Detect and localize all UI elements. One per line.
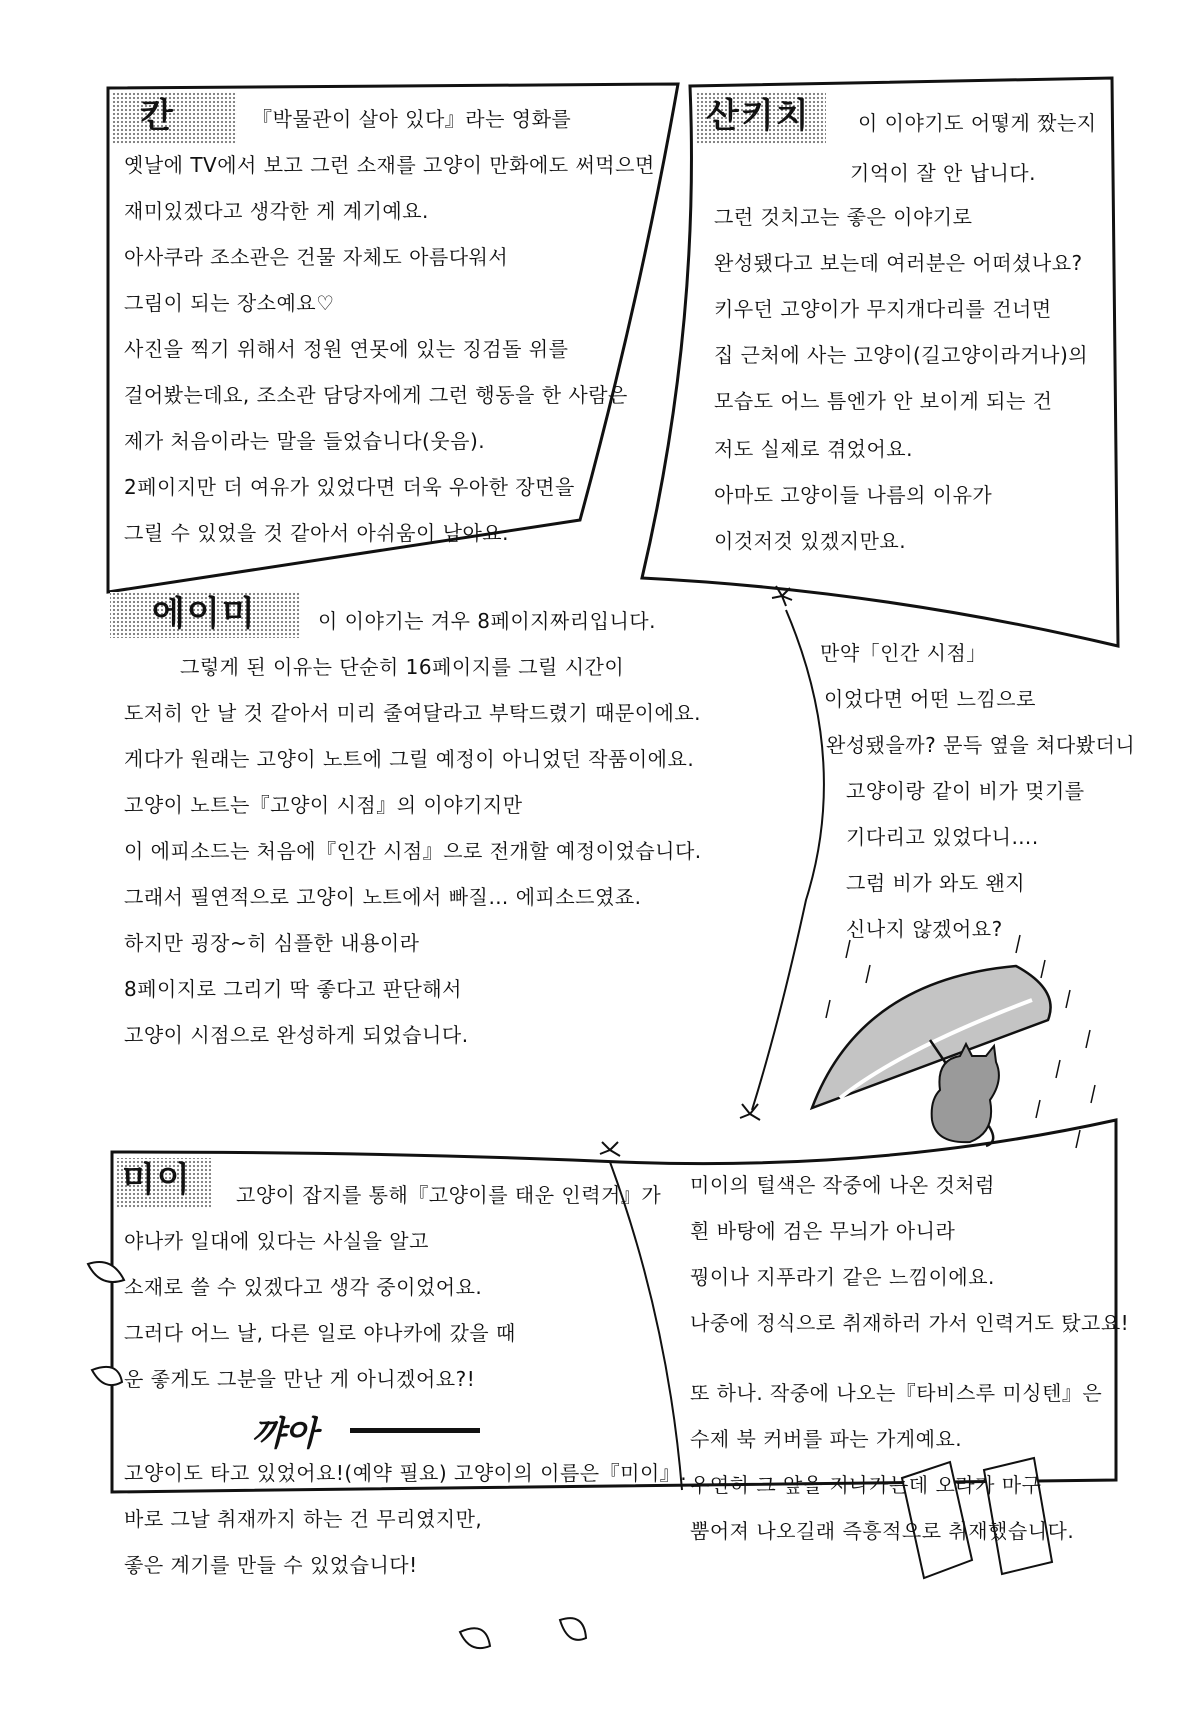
- eimi-line: 도저히 안 날 것 같아서 미리 줄여달라고 부탁드렸기 때문이에요.: [124, 701, 702, 725]
- eimi-line: 고양이 노트는『고양이 시점』의 이야기지만: [124, 793, 523, 817]
- sankichi-line: 저도 실제로 겪었어요.: [714, 437, 913, 461]
- eimi-line: 그렇게 된 이유는 단순히 16페이지를 그릴 시간이: [180, 655, 625, 679]
- mii-divider-stem: [610, 1162, 682, 1490]
- umbrella-icon: [812, 966, 1051, 1108]
- mii-line: 좋은 계기를 만들 수 있었습니다!: [124, 1553, 418, 1577]
- eimi-side-line: 이었다면 어떤 느낌으로: [824, 687, 1036, 711]
- mii-line: 운 좋게도 그분을 만난 게 아니겠어요?!: [124, 1367, 476, 1391]
- mii-name: 미이: [122, 1160, 192, 1200]
- sankichi-line: 이것저것 있겠지만요.: [714, 529, 907, 553]
- mii-line: 소재로 쓸 수 있겠다고 생각 중이었어요.: [124, 1275, 483, 1299]
- eimi-line: 이 이야기는 겨우 8페이지짜리입니다.: [318, 609, 656, 633]
- sankichi-line: 완성됐다고 보는데 여러분은 어떠셨나요?: [714, 251, 1083, 275]
- kan-line: 걸어봤는데요, 조소관 담당자에게 그런 행동을 한 사람은: [124, 383, 628, 407]
- kan-line: 2페이지만 더 여유가 있었다면 더욱 우아한 장면을: [124, 475, 575, 499]
- mii-right-line: 흰 바탕에 검은 무늬가 아니라: [690, 1219, 956, 1243]
- kan-line: 사진을 찍기 위해서 정원 연못에 있는 징검돌 위를: [124, 337, 569, 361]
- sankichi-line: 기억이 잘 안 납니다.: [850, 161, 1036, 185]
- mii-right-line: 우연히 그 앞을 지나가는데 오라가 마구: [690, 1473, 1042, 1497]
- kan-line: 제가 처음이라는 말을 들었습니다(웃음).: [124, 429, 486, 453]
- eimi-side-line: 기다리고 있었다니….: [846, 825, 1039, 849]
- eimi-line: 고양이 시점으로 완성하게 되었습니다.: [124, 1023, 469, 1047]
- mii-line: 야나카 일대에 있다는 사실을 알고: [124, 1229, 429, 1253]
- kan-name: 칸: [140, 96, 175, 136]
- kan-line: 그릴 수 있었을 것 같아서 아쉬움이 남아요.: [124, 521, 509, 545]
- mii-right-line: 꿩이나 지푸라기 같은 느낌이에요.: [690, 1265, 995, 1289]
- eimi-side-line: 그럼 비가 와도 왠지: [846, 871, 1026, 895]
- mii-line: 고양이 잡지를 통해『고양이를 태운 인력거』가: [236, 1183, 662, 1207]
- eimi-name: 에이미: [152, 594, 257, 634]
- kan-line: 『박물관이 살아 있다』라는 영화를: [252, 107, 572, 131]
- sankichi-line: 집 근처에 사는 고양이(길고양이라거나)의: [714, 343, 1089, 367]
- mii-right-line: 미이의 털색은 작중에 나온 것처럼: [690, 1173, 995, 1197]
- sankichi-line: 그런 것치고는 좋은 이야기로: [714, 205, 973, 229]
- mii-line: 그러다 어느 날, 다른 일로 야나카에 갔을 때: [124, 1321, 516, 1345]
- kan-line: 아사쿠라 조소관은 건물 자체도 아름다워서: [124, 245, 509, 269]
- kan-line: 재미있겠다고 생각한 게 계기예요.: [124, 199, 429, 223]
- sankichi-line: 모습도 어느 틈엔가 안 보이게 되는 건: [714, 389, 1053, 413]
- umbrella-with-cat-illustration: [812, 966, 1051, 1146]
- mii-line: 고양이도 타고 있었어요!(예약 필요) 고양이의 이름은『미이』.: [124, 1461, 688, 1485]
- sankichi-line: 아마도 고양이들 나름의 이유가: [714, 483, 993, 507]
- eimi-side-line: 고양이랑 같이 비가 멎기를: [846, 779, 1085, 803]
- sankichi-name: 산키치: [706, 96, 811, 136]
- eimi-side-line: 완성됐을까? 문득 옆을 쳐다봤더니: [826, 733, 1136, 757]
- eimi-side-line: 신나지 않겠어요?: [846, 917, 1003, 941]
- eimi-line: 8페이지로 그리기 딱 좋다고 판단해서: [124, 977, 462, 1001]
- mii-right-line: 나중에 정식으로 취재하러 가서 인력거도 탔고요!: [690, 1311, 1130, 1335]
- flower-stem: [752, 610, 824, 1110]
- eimi-side-line: 만약「인간 시점」: [820, 641, 987, 665]
- eimi-line: 게다가 원래는 고양이 노트에 그릴 예정이 아니었던 작품이에요.: [124, 747, 695, 771]
- eimi-line: 그래서 필연적으로 고양이 노트에서 빠질… 에피소드였죠.: [124, 885, 642, 909]
- scream-text: 꺄아: [252, 1414, 318, 1454]
- mii-right-line: 뿜어져 나오길래 즉흥적으로 취재했습니다.: [690, 1519, 1075, 1543]
- kan-line: 옛날에 TV에서 보고 그런 소재를 고양이 만화에도 써먹으면: [124, 153, 655, 177]
- scream-dash: [350, 1428, 480, 1433]
- mii-line: 바로 그날 취재까지 하는 건 무리였지만,: [124, 1507, 483, 1531]
- mii-right-line: 수제 북 커버를 파는 가게예요.: [690, 1427, 963, 1451]
- eimi-line: 이 에피소드는 처음에『인간 시점』으로 전개할 예정이었습니다.: [124, 839, 702, 863]
- sankichi-line: 이 이야기도 어떻게 짰는지: [858, 111, 1097, 135]
- sankichi-line: 키우던 고양이가 무지개다리를 건너면: [714, 297, 1052, 321]
- kan-line: 그림이 되는 장소예요♡: [124, 291, 335, 315]
- mii-right-line: 또 하나. 작중에 나오는『타비스루 미싱텐』은: [690, 1381, 1103, 1405]
- eimi-line: 하지만 굉장~히 심플한 내용이라: [124, 931, 420, 955]
